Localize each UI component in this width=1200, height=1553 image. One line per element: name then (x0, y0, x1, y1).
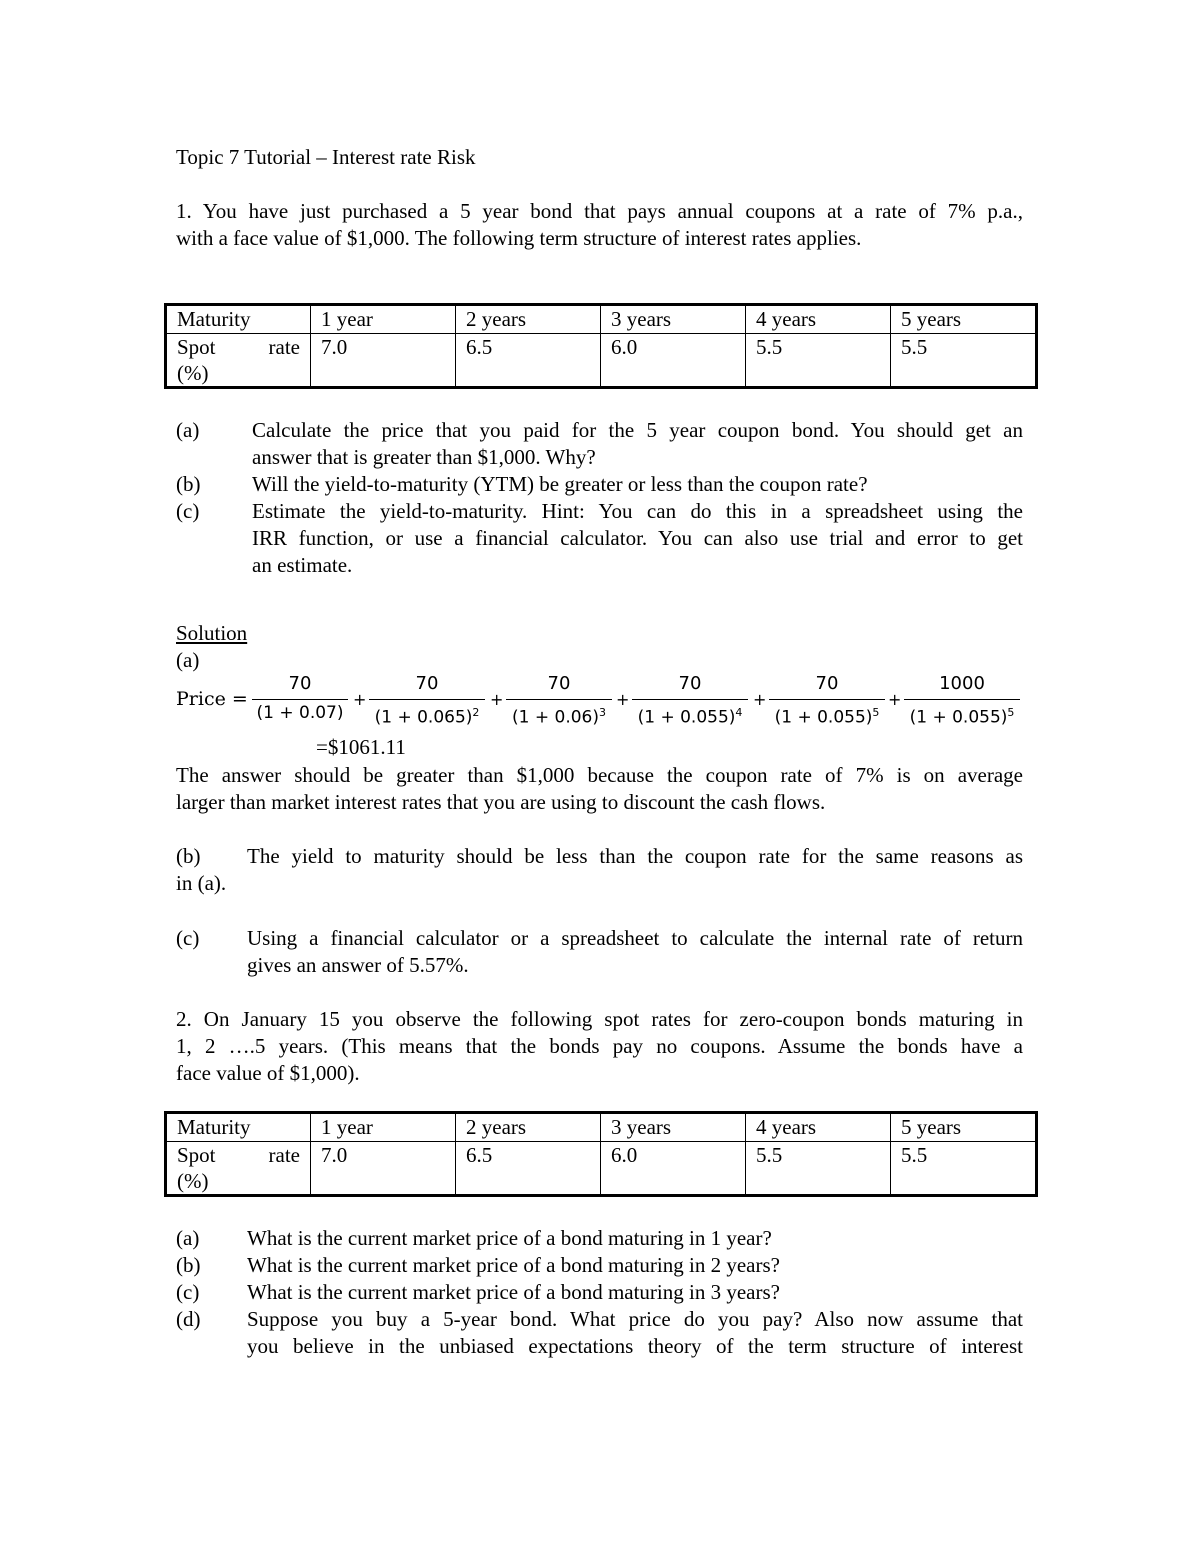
q2-part-a-label: (a) (176, 1226, 200, 1250)
header-3-years: 3 years (601, 1113, 746, 1142)
exponent: 3 (598, 706, 606, 719)
solution-b-line-2: in (a). (176, 871, 227, 895)
q2-part-d-line-2: you believe in the unbiased expectations theory of the term structure of interest (247, 1334, 1023, 1358)
row-label-rate: rate (268, 1143, 300, 1167)
plus-sign: + (616, 690, 630, 709)
row-label-spot: Spot (177, 1143, 216, 1167)
q2-part-c-label: (c) (176, 1280, 200, 1304)
header-4-years: 4 years (746, 1113, 891, 1142)
numerator: 70 (547, 673, 571, 694)
row-label-spot-rate (166, 1142, 311, 1196)
q2-part-b-label: (b) (176, 1253, 201, 1277)
solution-b-line-1: The yield to maturity should be less than the coupon rate for the same reasons as (247, 844, 1023, 868)
denominator: (1 + 0.07) (256, 703, 344, 723)
solution-c-label: (c) (176, 926, 200, 950)
fraction-term-3 (506, 672, 612, 729)
fraction-bar (252, 699, 348, 700)
table-header-row (166, 305, 1037, 334)
row-label-spot: Spot (177, 335, 216, 359)
numerator: 70 (678, 673, 702, 694)
q2-part-b-line-1: What is the current market price of a bond maturing in 2 years? (247, 1253, 780, 1277)
q2-text-line-3: face value of $1,000). (176, 1061, 360, 1085)
q2-text-line-2: 1, 2 ….5 years. (This means that the bonds pay no coupons. Assume the bonds have a (176, 1034, 1023, 1058)
solution-a-label: (a) (176, 648, 200, 672)
plus-sign: + (353, 690, 367, 709)
fraction-bar (506, 699, 612, 700)
solution-explain-line-2: larger than market interest rates that you are using to discount the cash flows. (176, 790, 826, 814)
q2-text-line-1: 2. On January 15 you observe the following spot rates for zero-coupon bonds maturing in (176, 1007, 1023, 1031)
header-3-years: 3 years (601, 305, 746, 334)
header-1-year: 1 year (311, 1113, 456, 1142)
fraction-term-5 (769, 672, 885, 729)
q1-text-line-1: 1. You have just purchased a 5 year bond that pays annual coupons at a rate of 7% p.a., (176, 199, 1023, 223)
price-label: Price = (176, 688, 248, 710)
header-maturity: Maturity (166, 1113, 311, 1142)
q1-part-c-line-3: an estimate. (252, 553, 353, 577)
fraction-bar (904, 699, 1020, 700)
table-header-row (166, 1113, 1037, 1142)
header-5-years: 5 years (891, 305, 1037, 334)
solution-c-line-1: Using a financial calculator or a spreadsheet to calculate the internal rate of return (247, 926, 1023, 950)
q1-part-a-label: (a) (176, 418, 200, 442)
spot-rate-cell: 6.5 (456, 334, 601, 388)
fraction-bar (632, 699, 748, 700)
spot-rate-cell: 5.5 (746, 334, 891, 388)
q1-part-c-label: (c) (176, 499, 200, 523)
plus-sign: + (888, 690, 902, 709)
denominator: $(1 + 0.055)^4$ (637, 706, 743, 728)
header-2-years: 2 years (456, 305, 601, 334)
denominator: $(1 + 0.055)^5$ (774, 706, 880, 728)
denominator: $(1 + 0.055)^5$ (909, 706, 1015, 728)
price-result: =$1061.11 (316, 735, 406, 759)
spot-rate-cell: 5.5 (891, 334, 1037, 388)
price-equation (176, 672, 1036, 732)
header-maturity: Maturity (166, 305, 311, 334)
spot-rate-table-2 (164, 1111, 1038, 1197)
denominator: $(1 + 0.065)^2$ (374, 706, 480, 728)
spot-rate-cell: 5.5 (891, 1142, 1037, 1196)
row-label-spot-rate (166, 334, 311, 388)
spot-rate-cell: 6.0 (601, 334, 746, 388)
q1-text-line-2: with a face value of $1,000. The following term structure of interest rates applies. (176, 226, 862, 250)
numerator: 70 (415, 673, 439, 694)
row-label-percent: (%) (177, 1169, 209, 1193)
q2-part-a-line-1: What is the current market price of a bond maturing in 1 year? (247, 1226, 772, 1250)
solution-heading: Solution (176, 621, 248, 645)
solution-explain-line-1: The answer should be greater than $1,000 because the coupon rate of 7% is on average (176, 763, 1023, 787)
fraction-term-4 (632, 672, 748, 729)
spot-rate-cell: 7.0 (311, 1142, 456, 1196)
q2-part-d-label: (d) (176, 1307, 201, 1331)
q1-part-a-line-1: Calculate the price that you paid for the 5 year coupon bond. You should get an (252, 418, 1023, 442)
header-2-years: 2 years (456, 1113, 601, 1142)
q2-part-d-line-1: Suppose you buy a 5-year bond. What price do you pay? Also now assume that (247, 1307, 1023, 1331)
fraction-bar (369, 699, 485, 700)
q2-part-c-line-1: What is the current market price of a bond maturing in 3 years? (247, 1280, 780, 1304)
denominator: $(1 + 0.06)^3$ (512, 706, 606, 728)
solution-c-line-2: gives an answer of 5.57%. (247, 953, 469, 977)
table-row-spot-rate (166, 1142, 1037, 1196)
fraction-bar (769, 699, 885, 700)
spot-rate-table-1 (164, 303, 1038, 389)
exponent: 4 (735, 706, 743, 719)
solution-b-label: (b) (176, 844, 201, 868)
spot-rate-cell: 7.0 (311, 334, 456, 388)
spot-rate-cell: 6.5 (456, 1142, 601, 1196)
q1-part-a-line-2: answer that is greater than $1,000. Why? (252, 445, 596, 469)
q1-part-c-line-1: Estimate the yield-to-maturity. Hint: You can do this in a spreadsheet using the (252, 499, 1023, 523)
q1-part-b-label: (b) (176, 472, 201, 496)
header-4-years: 4 years (746, 305, 891, 334)
fraction-term-6 (904, 672, 1020, 729)
plus-sign: + (753, 690, 767, 709)
exponent: 2 (472, 706, 480, 719)
numerator: 70 (815, 673, 839, 694)
q1-part-c-line-2: IRR function, or use a financial calculator. You can also use trial and error to get (252, 526, 1023, 550)
numerator: 70 (288, 673, 312, 694)
row-label-percent: (%) (177, 361, 209, 385)
spot-rate-cell: 5.5 (746, 1142, 891, 1196)
page-title: Topic 7 Tutorial – Interest rate Risk (176, 145, 476, 169)
spot-rate-cell: 6.0 (601, 1142, 746, 1196)
table-row-spot-rate (166, 334, 1037, 388)
fraction-term-2 (369, 672, 485, 729)
header-1-year: 1 year (311, 305, 456, 334)
q1-part-b-line-1: Will the yield-to-maturity (YTM) be greater or less than the coupon rate? (252, 472, 868, 496)
exponent: 5 (872, 706, 880, 719)
numerator: 1000 (939, 673, 985, 694)
header-5-years: 5 years (891, 1113, 1037, 1142)
exponent: 5 (1007, 706, 1015, 719)
fraction-term-1 (252, 672, 348, 724)
plus-sign: + (490, 690, 504, 709)
row-label-rate: rate (268, 335, 300, 359)
